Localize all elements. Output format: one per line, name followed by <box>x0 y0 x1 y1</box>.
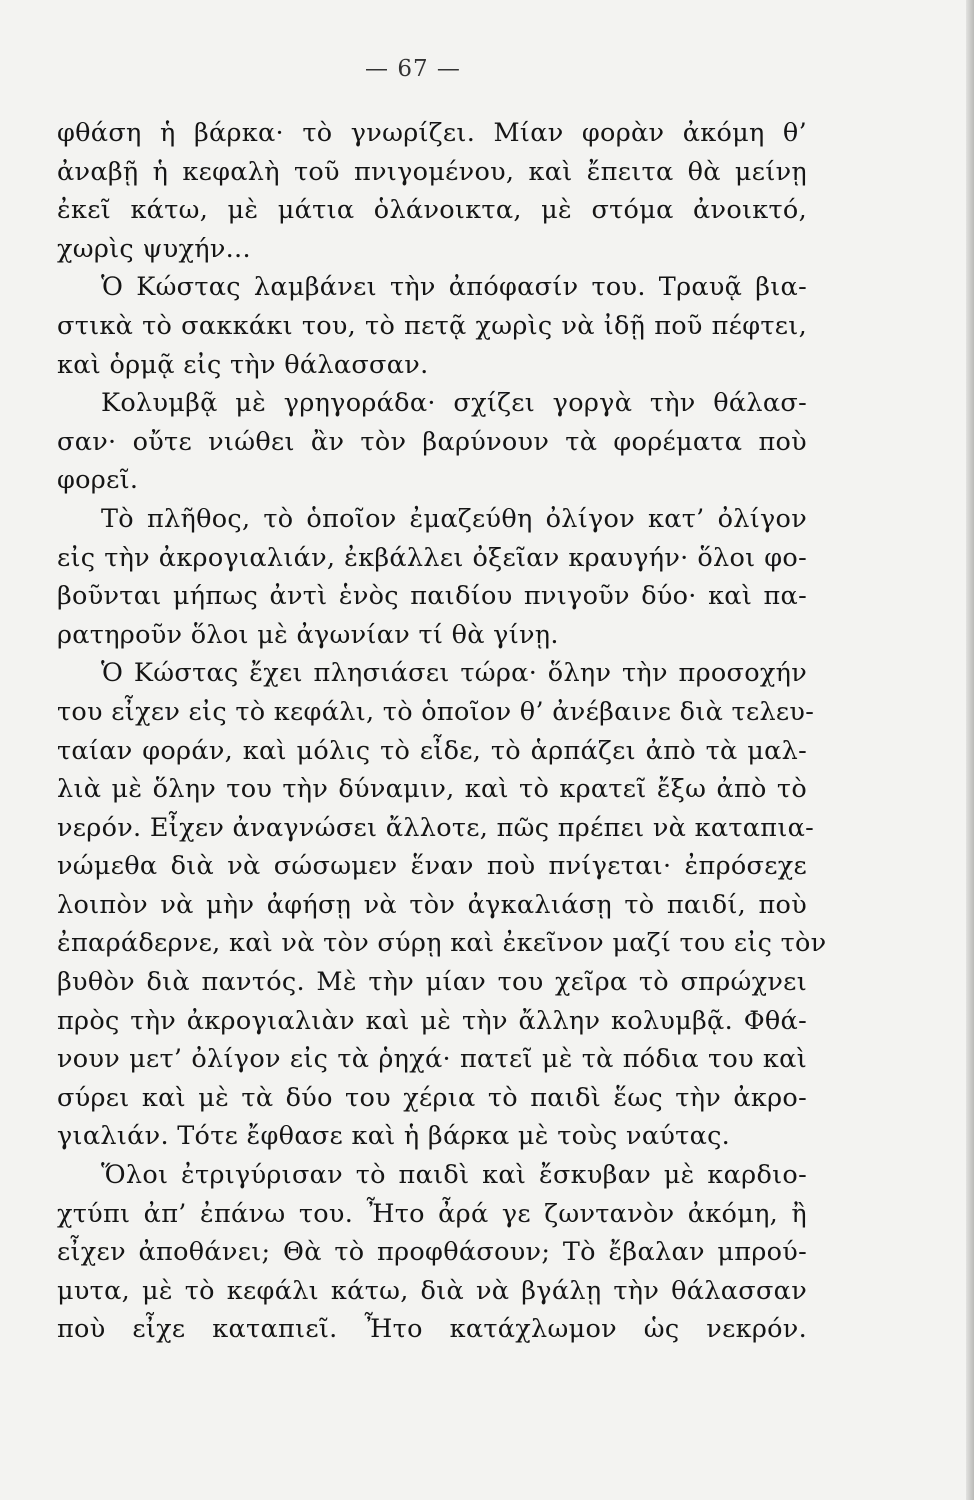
text-line: γιαλιάν. Τότε ἔφθασε καὶ ἡ βάρκα μὲ τοὺς ναύτας. <box>57 1121 731 1152</box>
text-line: βοῦνται μήπως ἀντὶ ἑνὸς παιδίου πνιγοῦν δύο· καὶ πα- <box>57 581 807 612</box>
text-line: ἀναβῇ ἡ κεφαλὴ τοῦ πνιγομένου, καὶ ἔπειτα θὰ μείνῃ <box>57 156 807 187</box>
page-edge <box>966 0 974 1500</box>
text-line: φθάση ἡ βάρκα· τὸ γνωρίζει. Μίαν φορὰν ἀκόμη θ’ <box>57 118 807 148</box>
text-line: εἶχεν ἀποθάνει; Θὰ τὸ προφθάσουν; Τὸ ἔβαλαν μπρού- <box>57 1237 807 1268</box>
text-line: Ὅλοι ἐτριγύρισαν τὸ παιδὶ καὶ ἔσκυβαν μὲ καρδιο- <box>101 1160 807 1191</box>
text-line: ταίαν φοράν, καὶ μόλις τὸ εἶδε, τὸ ἁρπάζει ἀπὸ τὰ μαλ- <box>57 735 807 766</box>
text-line: σαν· οὔτε νιώθει ἂν τὸν βαρύνουν τὰ φορέματα ποὺ <box>57 426 807 457</box>
text-line: νουν μετ’ ὀλίγον εἰς τὰ ῥηχά· πατεῖ μὲ τὰ πόδια του καὶ <box>57 1044 807 1075</box>
text-line: εἰς τὴν ἀκρογιαλιάν, ἐκβάλλει ὀξεῖαν κραυγήν· ὅλοι φο- <box>57 542 807 573</box>
text-line: Τὸ πλῆθος, τὸ ὁποῖον ἐμαζεύθη ὀλίγον κατ’ ὀλίγον <box>101 503 807 534</box>
text-line: λοιπὸν νὰ μὴν ἀφήσῃ νὰ τὸν ἀγκαλιάσῃ τὸ παιδί, ποὺ <box>57 889 807 920</box>
text-line: ἐκεῖ κάτω, μὲ μάτια ὁλάνοικτα, μὲ στόμα ἀνοικτό, <box>57 195 807 226</box>
text-line: Ὁ Κώστας ἔχει πλησιάσει τώρα· ὅλην τὴν προσοχήν <box>101 658 807 689</box>
text-line: ἐπαράδερνε, καὶ νὰ τὸν σύρῃ καὶ ἐκεῖνον μαζί του εἰς τὸν <box>57 928 827 959</box>
text-line: Ὁ Κώστας λαμβάνει τὴν ἀπόφασίν του. Τραυᾷ βια- <box>101 272 807 303</box>
text-line: νώμεθα διὰ νὰ σώσωμεν ἕναν ποὺ πνίγεται· ἐπρόσεχε <box>57 851 807 882</box>
text-line: ποὺ εἶχε καταπιεῖ. Ἦτο κατάχλωμον ὡς νεκρόν. <box>57 1314 807 1345</box>
text-line: στικὰ τὸ σακκάκι του, τὸ πετᾷ χωρὶς νὰ ἰδῇ ποῦ πέφτει, <box>57 310 807 341</box>
text-line: μυτα, μὲ τὸ κεφάλι κάτω, διὰ νὰ βγάλῃ τὴν θάλασσαν <box>57 1275 807 1306</box>
text-line: βυθὸν διὰ παντός. Μὲ τὴν μίαν του χεῖρα τὸ σπρώχνει <box>57 967 807 998</box>
text-line: σύρει καὶ μὲ τὰ δύο του χέρια τὸ παιδὶ ἕως τὴν ἀκρο- <box>57 1082 807 1113</box>
text-line: καὶ ὁρμᾷ εἰς τὴν θάλασσαν. <box>57 349 429 380</box>
text-line: λιὰ μὲ ὅλην του τὴν δύναμιν, καὶ τὸ κρατεῖ ἔξω ἀπὸ τὸ <box>57 774 807 805</box>
text-line: νερόν. Εἶχεν ἀναγνώσει ἄλλοτε, πῶς πρέπει νὰ καταπια- <box>57 812 815 843</box>
page-number: — 67 — <box>365 56 461 82</box>
text-line: χωρὶς ψυχήν... <box>57 233 251 264</box>
text-line: ρατηροῦν ὅλοι μὲ ἀγωνίαν τί θὰ γίνῃ. <box>57 619 559 650</box>
text-line: πρὸς τὴν ἀκρογιαλιὰν καὶ μὲ τὴν ἄλλην κολυμβᾷ. Φθά- <box>57 1005 807 1036</box>
text-line: του εἶχεν εἰς τὸ κεφάλι, τὸ ὁποῖον θ’ ἀνέβαινε διὰ τελευ- <box>57 696 815 727</box>
text-line: φορεῖ. <box>57 465 139 496</box>
text-line: χτύπι ἀπ’ ἐπάνω του. Ἦτο ἆρά γε ζωντανὸν ἀκόμη, ἢ <box>57 1198 807 1229</box>
text-line: Κολυμβᾷ μὲ γρηγοράδα· σχίζει γοργὰ τὴν θάλασ- <box>101 388 807 419</box>
body-text <box>57 114 827 1349</box>
